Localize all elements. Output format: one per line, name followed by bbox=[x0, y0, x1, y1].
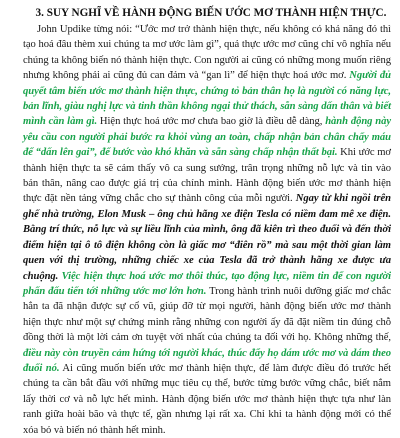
highlight-segment: Việc hiện thực hoá ước mơ thôi thúc, tạo động lực, niềm tin để con người phấn đấu tiến tới những ước mơ lớn hơn. bbox=[23, 270, 391, 297]
text-segment: Khi ước mơ thành hiện thực ta sẽ cảm thấy vô ca sung sướng, trân trọng những nỗ lực và tin vào bản thân, nâng cao được giá trị của chính mình. Hành động biến ước mơ thành hiện thực đặt nền tảng vững chắc cho sự thành công của mỗi người. bbox=[23, 147, 391, 205]
highlight-segment: Người đủ quyết tâm biến ước mơ thành hiện thực, chứng tỏ bản thân họ là người có năng lực, bản lĩnh, giàu nghị lực và tinh thần không ngại thử thách, sẵn sàng dấn thân và biết mình cần làm gì. bbox=[23, 70, 391, 128]
text-segment: Hiện thực hoá ước mơ chưa bao giờ là điều dễ dàng, bbox=[97, 116, 326, 128]
text-segment: Trong hành trình nuôi dưỡng giấc mơ chắc hẳn ta đã nhận được sự cổ vũ, giúp đỡ từ mọi người, hành động biến ước mơ thành hiện thực như một sự chứng minh rằng những con người ấy đã đặt niềm tin đúng chỗ đồng thời là một lời cảm ơn tuyệt vời nhất của chúng ta đối với họ. Không những thế, bbox=[23, 285, 391, 344]
highlight-segment: hành động này yêu cầu con người phải bước ra khỏi vùng an toàn, chấp nhận bản chân chấy máu để “dấn lên gai”, để bước vào khó khăn và sẵn sàng chấp nhận thất bại. bbox=[23, 116, 391, 159]
text-segment: Ai cũng muốn biến ước mơ thành hiện thực, để làm được điều đó trước hết chúng ta cần bắt đầu với những mục tiêu cụ thể, bước từng bước vững chắc, biết nắm lấy thời cơ và nỗ lực hết mình. Hành động biến ước mơ thành hiện thực tựa như làn ranh giữa hoài bão và thực tế, gần nhưng lại rất xa. Chỉ khi ta hành động mới có thể xóa bỏ và biến nó thành hết mình. bbox=[23, 362, 391, 436]
highlight-segment: điều này còn truyền cảm hứng tới người khác, thúc đẩy họ dám ước mơ và dám theo đuổi nó. bbox=[23, 347, 391, 374]
section-body bbox=[23, 22, 391, 438]
section-heading: 3. SUY NGHĨ VỀ HÀNH ĐỘNG BIẾN ƯỚC MƠ THÀNH HIỆN THỰC. bbox=[35, 7, 387, 19]
example-segment: Ngay từ khi ngồi trên ghế nhà trường, Elon Musk – ông chủ hãng xe điện Tesla có niềm đam mê xe điện. Bằng trí thức, nỗ lực và sự liều lĩnh của mình, ông đã kiên trì theo đuổi và đến thời điểm hiện tại ô tô điện không còn là giấc mơ “điên rồ” mà sau một thời gian làm quen với thị trường, những chiếc xe của Tesla đã trở thành hãng xe được ưa chuộng. bbox=[23, 193, 391, 282]
text-segment: John Updike từng nói: “Ước mơ trở thành hiện thực, nếu không có khả năng đó thì tạo hoá đâu thèm xui chúng ta mơ ước làm gì”, quả thực ước mơ cũng chỉ vô nghĩa nếu chúng ta không biến nó thành hiện thực. Con người ai cũng có những mong muốn riêng nhưng không phải ai cũng đủ can đảm và “gan lì” để hiện thực hoá ước mơ. bbox=[23, 24, 391, 82]
